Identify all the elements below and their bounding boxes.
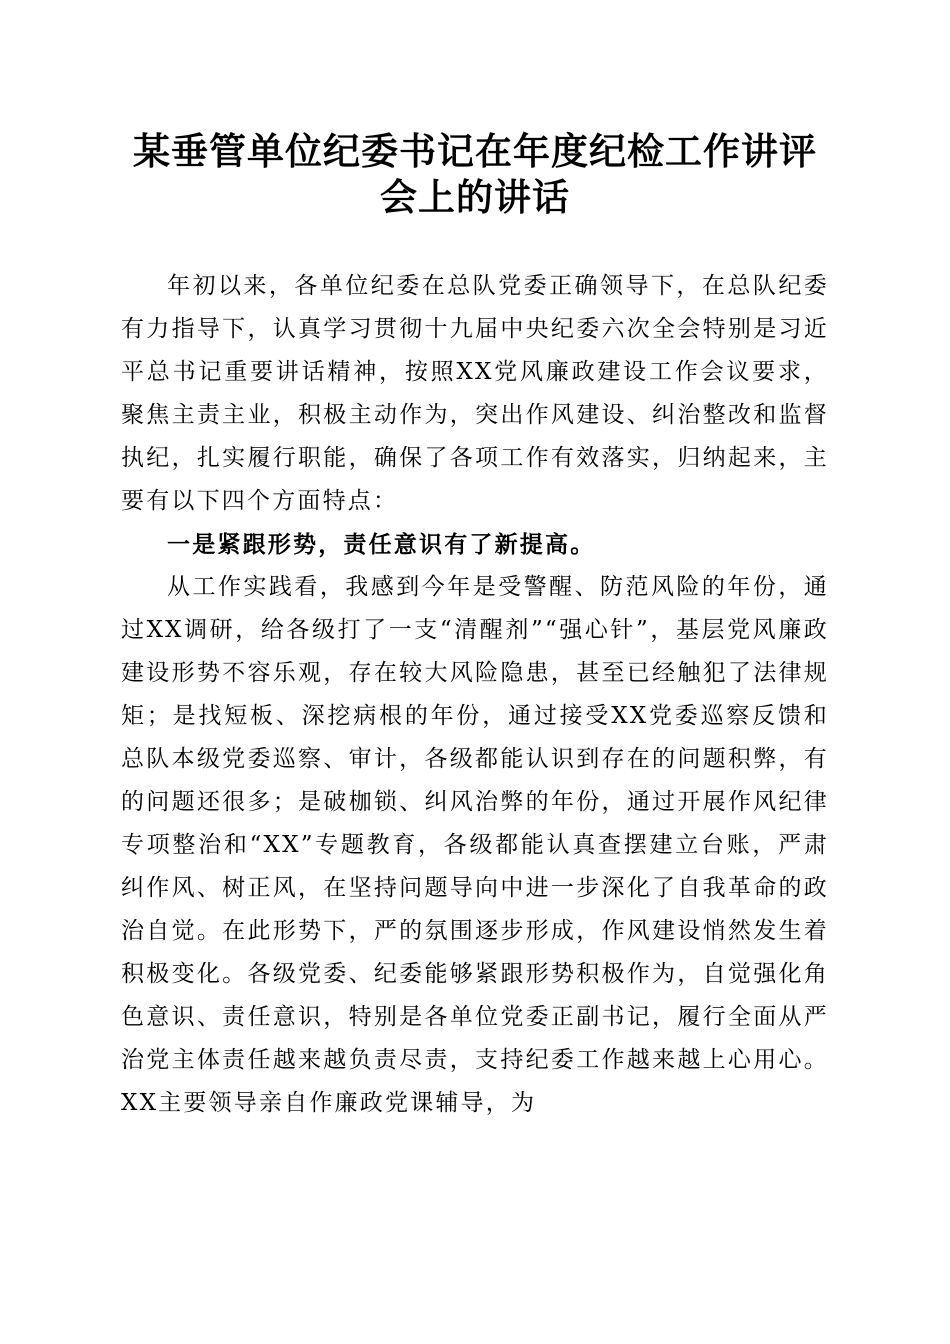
document-title: 某垂管单位纪委书记在年度纪检工作讲评会上的讲话 (133, 129, 817, 219)
document-body (121, 265, 829, 1125)
paragraph-section-1: 从工作实践看，我感到今年是受警醒、防范风险的年份，通过XX调研，给各级打了一支“清醒剂”“强心针”，基层党风廉政建设形势不容乐观，存在较大风险隐患，甚至已经触犯了法律规矩；是找短板、深挖病根的年份，通过接受XX党委巡察反馈和总队本级党委巡察、审计，各级都能认识到存在的问题积弊，有的问题还很多；是破枷锁、纠风治弊的年份，通过开展作风纪律专项整治和“XX”专题教育，各级都能认真查摆建立台账，严肃纠作风、树正风，在坚持问题导向中进一步深化了自我革命的政治自觉。在此形势下，严的氛围逐步形成，作风建设悄然发生着积极变化。各级党委、纪委能够紧跟形势积极作为，自觉强化角色意识、责任意识，特别是各单位党委正副书记，履行全面从严治党主体责任越来越负责尽责，支持纪委工作越来越上心用心。XX主要领导亲自作廉政党课辅导，为 (121, 574, 829, 1116)
section-heading-1: 一是紧跟形势，责任意识有了新提高。 (167, 531, 596, 558)
paragraph-intro: 年初以来，各单位纪委在总队党委正确领导下，在总队纪委有力指导下，认真学习贯彻十九届中央纪委六次全会特别是习近平总书记重要讲话精神，按照XX党风廉政建设工作会议要求，聚焦主责主业，积极主动作为，突出作风建设、纠治整改和监督执纪，扎实履行职能，确保了各项工作有效落实，归纳起来，主要有以下四个方面特点： (121, 273, 829, 514)
